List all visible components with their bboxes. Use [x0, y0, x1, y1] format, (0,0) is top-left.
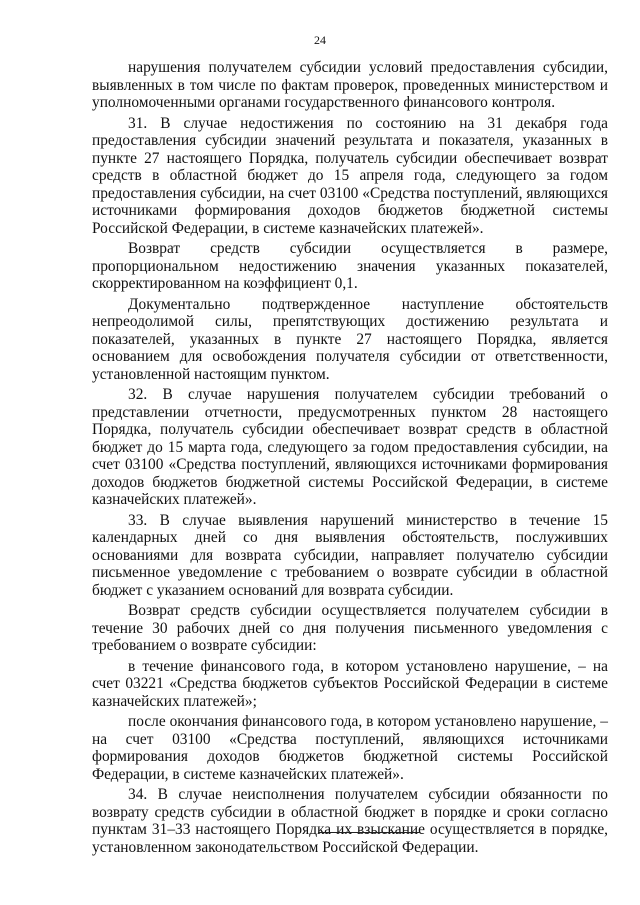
- paragraph-refund-term: Возврат средств субсидии осуществляется получателем субсидии в течение 30 рабочих дней со дня получения письменного уведомления с требованием о возврате субсидии:: [92, 602, 608, 654]
- paragraph-clause-31: 31. В случае недостижения по состоянию на 31 декабря года предоставления субсидии значений результата и показателя, указанных в пункте 27 настоящего Порядка, получатель субсидии обеспечивает возврат средств в областной бюджет до 15 апреля года, следующего за годом предоставления субсидии, на счет 03100 «Средства поступлений, являющихся источниками формирования доходов бюджетов бюджетной системы Российской Федерации, в системе казначейских платежей».: [92, 114, 608, 237]
- paragraph-continuation: нарушения получателем субсидии условий предоставления субсидии, выявленных в том числе по фактам проверок, проведенных министерством и уполномоченными органами государственного финансового контроля.: [92, 59, 608, 111]
- document-body: [92, 59, 608, 859]
- footer-divider: [318, 832, 420, 833]
- paragraph-force-majeure: Документально подтвержденное наступление обстоятельств непреодолимой силы, препятствующих достижению результата и показателей, указанных в пункте 27 настоящего Порядка, является основанием для освобождения получателя субсидии от ответственности, установленной настоящим пунктом.: [92, 295, 608, 383]
- paragraph-clause-32: 32. В случае нарушения получателем субсидии требований о представлении отчетности, предусмотренных пунктом 28 настоящего Порядка, получатель субсидии обеспечивает возврат средств в областной бюджет до 15 марта года, следующего за годом предоставления субсидии, на счет 03100 «Средства поступлений, являющихся источниками формирования доходов бюджетов бюджетной системы Российской Федерации, в системе казначейских платежей».: [92, 386, 608, 508]
- paragraph-refund-current-year: в течение финансового года, в котором установлено нарушение, – на счет 03221 «Средства бюджетов субъектов Российской Федерации в системе казначейских платежей»;: [92, 657, 608, 710]
- paragraph-refund-after-year: после окончания финансового года, в котором установлено нарушение, – на счет 03100 «Средства поступлений, являющихся источниками формирования доходов бюджетов бюджетной системы Российской Федерации, в системе казначейских платежей».: [92, 713, 608, 783]
- paragraph-clause-33: 33. В случае выявления нарушений министерство в течение 15 календарных дней со дня выявления обстоятельств, послуживших основаниями для возврата субсидии, направляет получателю субсидии письменное уведомление с требованием о возврате субсидии в областной бюджет с указанием оснований для возврата субсидии.: [92, 511, 608, 599]
- paragraph-clause-34: 34. В случае неисполнения получателем субсидии обязанности по возврату средств субсидии в областной бюджет в порядке и сроки согласно пунктам 31–33 настоящего Порядка их взыскание осуществляется в порядке, установленном законодательством Российской Федерации.: [92, 786, 608, 856]
- page-number: 24: [314, 33, 326, 47]
- paragraph-refund-amount: Возврат средств субсидии осуществляется в размере, пропорциональном недостижению значения указанных показателей, скорректированном на коэффициент 0,1.: [92, 240, 608, 292]
